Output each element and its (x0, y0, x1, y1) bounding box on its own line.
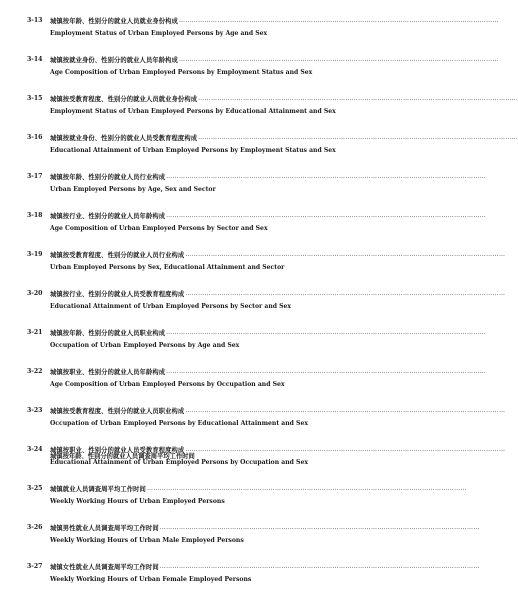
toc-entry-line (0, 130, 518, 144)
table-number: 3-22 (27, 367, 43, 375)
english-title: Educational Attainment of Urban Employed Persons by Occupation and Sex (50, 459, 308, 466)
chinese-title: 城镇按年龄、性别分的就业人员职业构成 (50, 329, 166, 337)
toc-entry[interactable] (0, 247, 506, 286)
table-number: 3-27 (27, 562, 43, 570)
table-number: 3-26 (27, 523, 43, 531)
chinese-title: 城镇按行业、性别分的就业人员受教育程度构成 (50, 290, 185, 298)
toc-entry-line (0, 208, 487, 222)
table-number: 3-16 (27, 133, 43, 141)
dot-leader: …………………………………………………………………………………………………………………………………… (166, 367, 487, 375)
chinese-title: 城镇按职业、性别分的就业人员受教育程度构成 (50, 446, 185, 454)
chinese-title: 城镇就业人员调查周平均工作时间 (50, 485, 146, 493)
english-title: Age Composition of Urban Employed Persons by Employment Status and Sex (50, 69, 313, 76)
dot-leader: …………………………………………………………………………………………………………………………………… (159, 523, 480, 531)
dot-leader: …………………………………………………………………………………………………………………………………… (159, 562, 480, 570)
table-number: 3-14 (27, 55, 43, 63)
english-title: Educational Attainment of Urban Employed Persons by Sector and Sex (50, 303, 292, 310)
english-title: Occupation of Urban Employed Persons by Age and Sex (50, 342, 240, 349)
partial-next-entry-text: 城镇按年龄、性别分的就业人员调查周平均工作时间 (50, 453, 195, 460)
chinese-title: 城镇男性就业人员调查周平均工作时间 (50, 524, 159, 532)
dot-leader: …………………………………………………………………………………………………………………………………… (185, 250, 506, 258)
toc-entry-line (0, 169, 487, 183)
english-title: Urban Employed Persons by Age, Sex and Sector (50, 186, 216, 193)
toc-entry[interactable] (0, 364, 487, 403)
toc-entry-line (0, 559, 480, 573)
table-number: 3-25 (27, 484, 43, 492)
toc-entry[interactable] (0, 52, 499, 91)
toc-entry[interactable] (0, 520, 480, 559)
english-title: Weekly Working Hours of Urban Employed Persons (50, 498, 225, 505)
dot-leader: …………………………………………………………………………………………………………………………………… (178, 55, 499, 63)
english-title: Employment Status of Urban Employed Persons by Educational Attainment and Sex (50, 108, 336, 115)
table-number: 3-20 (27, 289, 43, 297)
toc-entry[interactable] (0, 286, 506, 325)
toc-entry[interactable] (0, 481, 467, 520)
toc-entry-line (0, 91, 518, 105)
chinese-title: 城镇按就业身份、性别分的就业人员受教育程度构成 (50, 134, 198, 142)
table-number: 3-23 (27, 406, 43, 414)
toc-entry-line (0, 403, 506, 417)
toc-entry-line (0, 286, 506, 300)
english-title: Age Composition of Urban Employed Persons by Occupation and Sex (50, 381, 285, 388)
table-number: 3-13 (27, 16, 43, 24)
chinese-title: 城镇按受教育程度、性别分的就业人员职业构成 (50, 407, 185, 415)
dot-leader: …………………………………………………………………………………………………………………………………… (198, 94, 518, 102)
table-number: 3-15 (27, 94, 43, 102)
dot-leader: …………………………………………………………………………………………………………………………………… (198, 133, 518, 141)
table-number: 3-17 (27, 172, 43, 180)
dot-leader: …………………………………………………………………………………………………………………………………… (146, 484, 467, 492)
partial-next-entry (50, 451, 230, 459)
dot-leader: …………………………………………………………………………………………………………………………………… (166, 211, 487, 219)
toc-entry[interactable] (0, 208, 487, 247)
toc-entry-line (0, 52, 499, 66)
english-title: Occupation of Urban Employed Persons by Educational Attainment and Sex (50, 420, 308, 427)
english-title: Educational Attainment of Urban Employed Persons by Employment Status and Sex (50, 147, 336, 154)
english-title: Age Composition of Urban Employed Persons by Sector and Sex (50, 225, 268, 232)
chinese-title: 城镇按年龄、性别分的就业人员就业身份构成 (50, 17, 178, 25)
table-number: 3-24 (27, 445, 43, 453)
english-title: Weekly Working Hours of Urban Female Employed Persons (50, 576, 252, 583)
chinese-title: 城镇按受教育程度、性别分的就业人员就业身份构成 (50, 95, 198, 103)
toc-entry-line (0, 481, 467, 495)
dot-leader: …………………………………………………………………………………………………………………………………… (166, 172, 487, 180)
toc-entry-line (0, 520, 480, 534)
table-number: 3-19 (27, 250, 43, 258)
toc-entry[interactable] (0, 130, 518, 169)
toc-entry-line (0, 325, 487, 339)
toc-entry-line (0, 13, 499, 27)
dot-leader: …………………………………………………………………………………………………………………………………… (166, 328, 487, 336)
dot-leader: …………………………………………………………………………………………………………………………………… (178, 16, 499, 24)
toc-entry[interactable] (0, 442, 506, 481)
toc-entry-line (0, 364, 487, 378)
toc-entry[interactable] (0, 325, 487, 364)
chinese-title: 城镇按受教育程度、性别分的就业人员行业构成 (50, 251, 185, 259)
dot-leader: …………………………………………………………………………………………………………………………………… (185, 406, 506, 414)
table-number: 3-21 (27, 328, 43, 336)
chinese-title: 城镇按年龄、性别分的就业人员行业构成 (50, 173, 166, 181)
table-number: 3-18 (27, 211, 43, 219)
chinese-title: 城镇按就业身份、性别分的就业人员年龄构成 (50, 56, 178, 64)
chinese-title: 城镇按职业、性别分的就业人员年龄构成 (50, 368, 166, 376)
toc-entry[interactable] (0, 403, 506, 442)
table-of-contents (0, 13, 518, 598)
english-title: Urban Employed Persons by Sex, Educational Attainment and Sector (50, 264, 285, 271)
toc-entry[interactable] (0, 559, 480, 598)
dot-leader: …………………………………………………………………………………………………………………………………… (185, 445, 506, 453)
toc-entry-line (0, 247, 506, 261)
toc-entry[interactable] (0, 169, 487, 208)
toc-entry[interactable] (0, 91, 518, 130)
chinese-title: 城镇按行业、性别分的就业人员年龄构成 (50, 212, 166, 220)
english-title: Employment Status of Urban Employed Persons by Age and Sex (50, 30, 268, 37)
dot-leader: …………………………………………………………………………………………………………………………………… (185, 289, 506, 297)
chinese-title: 城镇女性就业人员调查周平均工作时间 (50, 563, 159, 571)
toc-entry[interactable] (0, 13, 499, 52)
english-title: Weekly Working Hours of Urban Male Employed Persons (50, 537, 244, 544)
